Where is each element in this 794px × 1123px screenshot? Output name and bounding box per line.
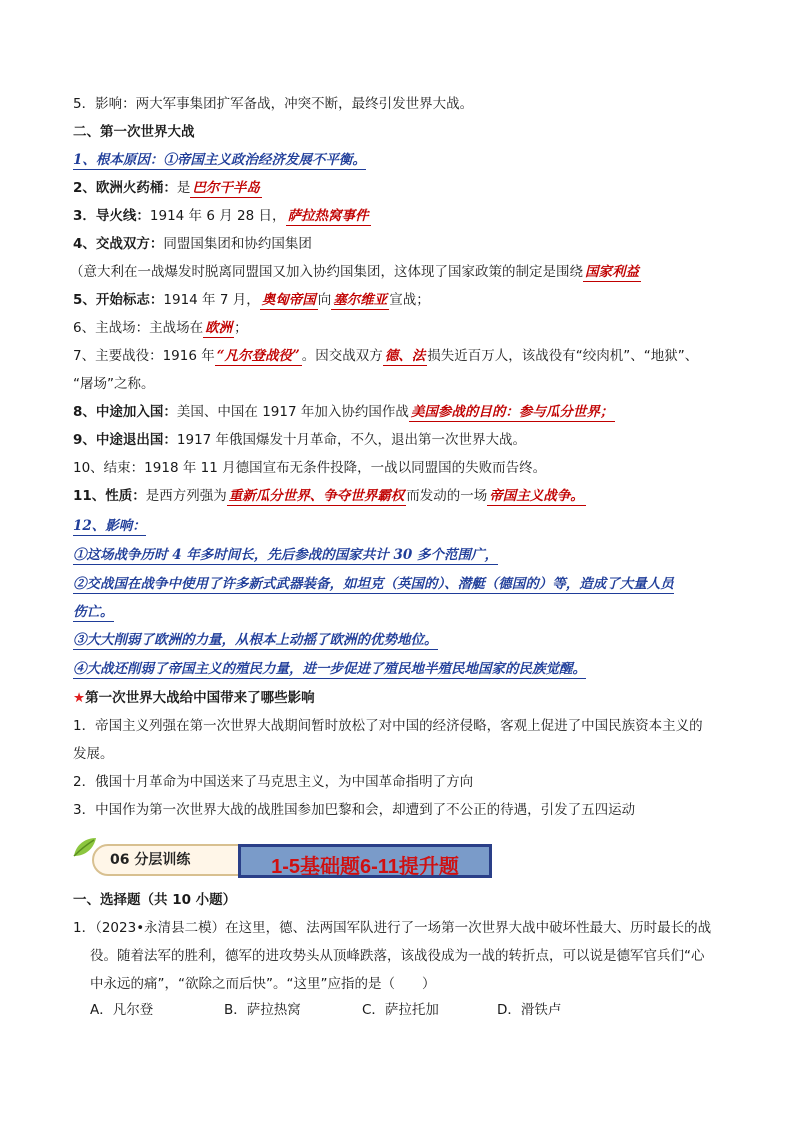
belligerents-label: 4、交战双方： xyxy=(73,236,164,252)
line-powder-keg xyxy=(73,178,262,198)
line-5-impact: 5．影响：两大军事集团扩军备战，冲突不断，最终引发世界大战。 xyxy=(73,96,474,112)
banner-tag-label: 1-5基础题6-11提升题 xyxy=(271,856,459,878)
battle-answer-1: “凡尔登战役” xyxy=(216,348,300,364)
china-impact-3: 3．中国作为第一次世界大战的战胜国参加巴黎和会，却遭到了不公正的待遇，引发了五四运动 xyxy=(73,802,636,818)
line-root-cause xyxy=(73,150,366,170)
influence-1 xyxy=(73,545,498,565)
line-end: 10、结束：1918 年 11 月德国宣布无条件投降，一战以同盟国的失败而告终。 xyxy=(73,460,547,476)
section-banner xyxy=(70,836,490,884)
italy-note-text: （意大利在一战爆发时脱离同盟国又加入协约国集团，这体现了国家政策的制定是围绕 xyxy=(70,264,583,280)
root-cause-label: 1、根本原因： xyxy=(73,152,164,168)
line-withdrew xyxy=(73,430,526,450)
line-battle-cont: “屠场”之称。 xyxy=(73,376,155,392)
line-fuse xyxy=(73,206,371,226)
option-c[interactable]: C．萨拉托加 xyxy=(362,1002,439,1018)
root-cause-text: ①帝国主义政治经济发展不平衡。 xyxy=(163,152,366,168)
line-battle xyxy=(73,346,698,366)
withdrew-text: 1917 年俄国爆发十月革命，不久，退出第一次世界大战。 xyxy=(176,432,527,448)
main-front-pre: 6、主战场：主战场在 xyxy=(73,320,204,336)
china-impact-1: 1．帝国主义列强在第一次世界大战期间暂时放松了对中国的经济侵略，客观上促进了中国民族资本主义的 xyxy=(73,718,703,734)
option-a[interactable]: A．凡尔登 xyxy=(90,1002,154,1018)
question-1-line-1: 1．（2023•永清县二模）在这里，德、法两国军队进行了一场第一次世界大战中破坏性最大、历时最长的战 xyxy=(73,920,712,936)
influence-3 xyxy=(73,630,438,650)
section-heading-ww1: 二、第一次世界大战 xyxy=(73,124,195,140)
line-main-front xyxy=(73,318,248,338)
start-answer-1: 奥匈帝国 xyxy=(261,292,316,308)
banner-tag xyxy=(238,844,492,878)
influence-2-cont-text: 伤亡。 xyxy=(73,604,114,620)
battle-pre: 7、主要战役：1916 年 xyxy=(73,348,215,364)
joined-label: 8、中途加入国： xyxy=(73,404,177,420)
powder-keg-label: 2、欧洲火药桶： xyxy=(73,180,177,196)
main-front-post: ； xyxy=(234,320,248,336)
nature-mid: 而发动的一场 xyxy=(406,488,488,504)
china-impact-2: 2．俄国十月革命为中国送来了马克思主义，为中国革命指明了方向 xyxy=(73,774,474,790)
star-icon: ★ xyxy=(73,690,86,706)
option-d[interactable]: D．滑铁卢 xyxy=(497,1002,562,1018)
influence-4-text: ④大战还削弱了帝国主义的殖民力量，进一步促进了殖民地半殖民地国家的民族觉醒。 xyxy=(73,661,586,677)
powder-keg-pre: 是 xyxy=(176,180,191,196)
belligerents-text: 同盟国集团和协约国集团 xyxy=(163,236,312,252)
line-start xyxy=(73,290,430,310)
nature-pre: 是西方列强为 xyxy=(145,488,227,504)
china-impact-heading xyxy=(73,688,315,708)
option-b[interactable]: B．萨拉热窝 xyxy=(224,1002,301,1018)
start-date: 1914 年 7 月， xyxy=(163,292,260,308)
question-1-line-3: 中永远的痛”，“欲除之而后快”。“这里”应指的是（ ） xyxy=(90,976,436,992)
withdrew-label: 9、中途退出国： xyxy=(73,432,177,448)
start-post: 宣战； xyxy=(389,292,430,308)
nature-answer-1: 重新瓜分世界、争夺世界霸权 xyxy=(228,488,405,504)
line-influence xyxy=(73,516,146,536)
battle-post: 损失近百万人，该战役有“绞肉机”、“地狱”、 xyxy=(427,348,699,364)
influence-4 xyxy=(73,659,586,679)
influence-2 xyxy=(73,574,674,594)
joined-text: 美国、中国在 1917 年加入协约国作战 xyxy=(176,404,409,420)
battle-mid: 。因交战双方 xyxy=(301,348,383,364)
china-impact-title: 第一次世界大战给中国带来了哪些影响 xyxy=(85,690,315,706)
italy-note-answer: 国家利益 xyxy=(585,264,639,280)
influence-label: 12、影响： xyxy=(73,518,146,534)
nature-answer-2: 帝国主义战争。 xyxy=(489,488,584,504)
quiz-section-heading: 一、选择题（共 10 小题） xyxy=(73,892,237,908)
banner-pill-label: 06 分层训练 xyxy=(110,852,191,868)
fuse-label: 3．导火线： xyxy=(73,208,150,224)
line-nature xyxy=(73,486,586,506)
line-joined xyxy=(73,402,615,422)
influence-1-text: ①这场战争历时 4 年多时间长，先后参战的国家共计 30 多个范围广， xyxy=(73,547,498,563)
joined-answer: 美国参战的目的：参与瓜分世界； xyxy=(410,404,614,420)
powder-keg-answer: 巴尔干半岛 xyxy=(192,180,260,196)
fuse-date: 1914 年 6 月 28 日， xyxy=(149,208,286,224)
nature-label: 11、性质： xyxy=(73,488,146,504)
line-belligerents xyxy=(73,234,312,254)
influence-2-text: ②交战国在战争中使用了许多新式武器装备，如坦克（英国的）、潜艇（德国的）等，造成了大量人员 xyxy=(73,576,674,592)
start-mid: 向 xyxy=(317,292,332,308)
fuse-answer: 萨拉热窝事件 xyxy=(287,208,369,224)
start-answer-2: 塞尔维亚 xyxy=(333,292,388,308)
line-italy-note xyxy=(70,262,641,282)
influence-2-cont xyxy=(73,602,114,622)
influence-3-text: ③大大削弱了欧洲的力量，从根本上动摇了欧洲的优势地位。 xyxy=(73,632,438,648)
china-impact-1-cont: 发展。 xyxy=(73,746,114,762)
question-1-line-2: 役。随着法军的胜利，德军的进攻势头从顶峰跌落，该战役成为一战的转折点，可以说是德军官兵们“心 xyxy=(90,948,705,964)
battle-answer-2: 德、法 xyxy=(384,348,426,364)
main-front-answer: 欧洲 xyxy=(205,320,233,336)
start-label: 5、开始标志： xyxy=(73,292,164,308)
